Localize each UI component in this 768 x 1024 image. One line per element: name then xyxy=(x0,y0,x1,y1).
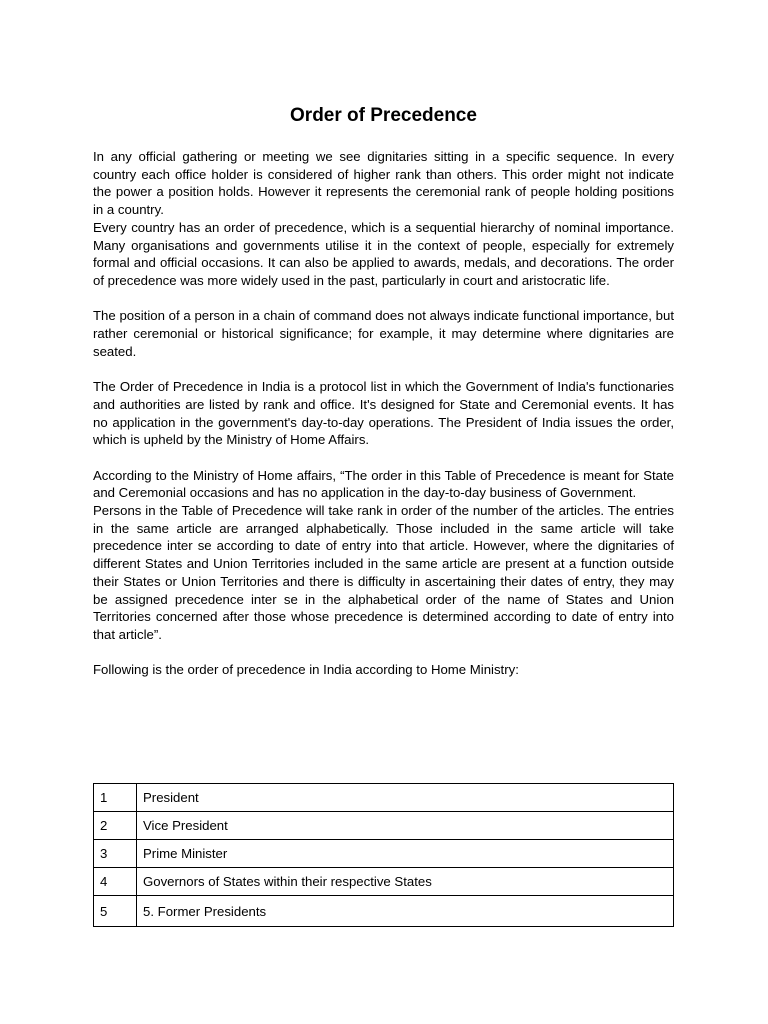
rank-number-cell: 2 xyxy=(94,812,137,840)
rank-number-cell: 1 xyxy=(94,784,137,812)
paragraph-chain-of-command: The position of a person in a chain of command does not always indicate functional importance, but rather ceremonial or historical significance; for example, it may determine where dignitaries are seated. xyxy=(93,308,674,359)
precedence-table xyxy=(93,783,674,927)
rank-number-cell: 3 xyxy=(94,840,137,868)
office-cell: 5. Former Presidents xyxy=(137,896,674,927)
table-row xyxy=(94,812,674,840)
page-title: Order of Precedence xyxy=(290,105,477,126)
paragraph-intro: In any official gathering or meeting we see dignitaries sitting in a specific sequence. In every country each office holder is considered of higher rank than others. This order might not indicate the power a position holds. However it represents the ceremonial rank of people holding positions in a country. xyxy=(93,149,674,218)
table-row xyxy=(94,868,674,896)
paragraph-table-intro: Following is the order of precedence in India according to Home Ministry: xyxy=(93,662,519,678)
paragraph-definition: Every country has an order of precedence, which is a sequential hierarchy of nominal importance. Many organisations and governments utilise it in the context of people, especially for extremely formal and official occasions. It can also be applied to awards, medals, and decorations. The order of precedence was more widely used in the past, particularly in court and aristocratic life. xyxy=(93,219,674,288)
rank-number-cell: 4 xyxy=(94,868,137,896)
table-row xyxy=(94,896,674,927)
paragraph-ministry-quote: According to the Ministry of Home affairs, “The order in this Table of Precedence is meant for State and Ceremonial occasions and has no application in the day-to-day business of Government. xyxy=(93,467,674,501)
paragraph-rank-rules: Persons in the Table of Precedence will take rank in order of the number of the articles. The entries in the same article are arranged alphabetically. Those included in the same article will take precedence inter se according to date of entry into that article. However, where the dignitaries of different States and Union Territories included in the same article are present at a function outside their States or Union Territories and there is difficulty in ascertaining their dates of entry, they may be assigned precedence inter se in the alphabetical order of the name of States and Union Territories concerned after those whose precedence is determined according to date of entry into that article”. xyxy=(93,503,674,642)
table-row xyxy=(94,784,674,812)
table-row xyxy=(94,840,674,868)
office-cell: Prime Minister xyxy=(137,840,674,868)
paragraph-india: The Order of Precedence in India is a protocol list in which the Government of India's functionaries and authorities are listed by rank and office. It's designed for State and Ceremonial events. It has no application in the government's day-to-day operations. The President of India issues the order, which is upheld by the Ministry of Home Affairs. xyxy=(93,379,674,448)
office-cell: President xyxy=(137,784,674,812)
office-cell: Vice President xyxy=(137,812,674,840)
document-body xyxy=(93,148,674,679)
rank-number-cell: 5 xyxy=(94,896,137,927)
office-cell: Governors of States within their respective States xyxy=(137,868,674,896)
